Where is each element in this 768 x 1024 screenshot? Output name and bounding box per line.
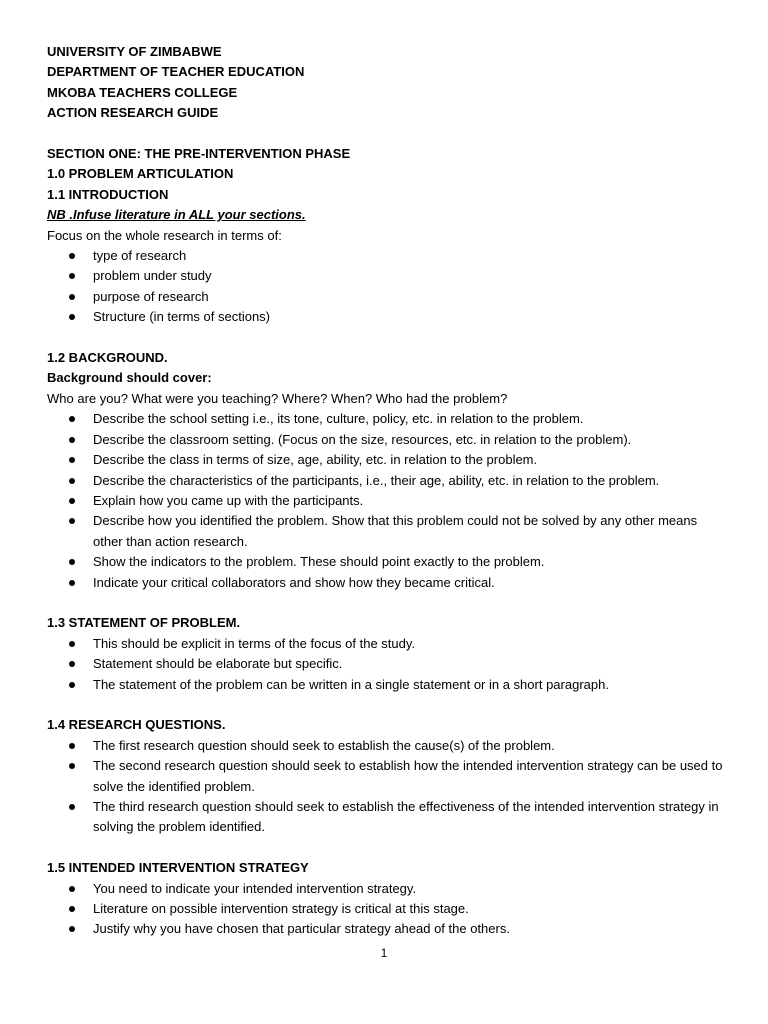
intro-lead: Focus on the whole research in terms of: [47, 227, 282, 243]
bullet-icon [69, 437, 75, 443]
list-item: Describe the school setting i.e., its tone, culture, policy, etc. in relation to the problem. [47, 409, 727, 429]
list-item: Explain how you came up with the participants. [47, 491, 727, 511]
bullet-icon [69, 294, 75, 300]
list-item: Structure (in terms of sections) [47, 307, 727, 327]
bullet-icon [69, 273, 75, 279]
section-title: SECTION ONE: THE PRE-INTERVENTION PHASE [47, 146, 351, 162]
questions-heading: 1.4 RESEARCH QUESTIONS. [47, 717, 226, 733]
list-item: The second research question should seek to establish how the intended intervention strategy can be used to solve the identified problem. [47, 756, 727, 797]
list-item: purpose of research [47, 287, 727, 307]
intro-list [47, 246, 727, 328]
bullet-icon [69, 478, 75, 484]
bullet-icon [69, 682, 75, 688]
bullet-icon [69, 804, 75, 810]
list-item: Literature on possible intervention strategy is critical at this stage. [47, 899, 727, 919]
list-item: You need to indicate your intended intervention strategy. [47, 879, 727, 899]
list-item: Describe the characteristics of the participants, i.e., their age, ability, etc. in relation to the problem. [47, 471, 727, 491]
bullet-icon [69, 906, 75, 912]
intro-heading: 1.1 INTRODUCTION [47, 186, 169, 202]
college-name: MKOBA TEACHERS COLLEGE [47, 84, 238, 100]
list-item: Show the indicators to the problem. These should point exactly to the problem. [47, 552, 727, 572]
background-lead: Who are you? What were you teaching? Where? When? Who had the problem? [47, 390, 508, 406]
background-list [47, 409, 727, 593]
bullet-icon [69, 416, 75, 422]
bullet-icon [69, 457, 75, 463]
list-item: The first research question should seek to establish the cause(s) of the problem. [47, 736, 727, 756]
strategy-heading: 1.5 INTENDED INTERVENTION STRATEGY [47, 860, 309, 876]
bullet-icon [69, 661, 75, 667]
list-item: Describe the classroom setting. (Focus on the size, resources, etc. in relation to the problem). [47, 430, 727, 450]
university-name: UNIVERSITY OF ZIMBABWE [47, 44, 222, 59]
bullet-icon [69, 926, 75, 932]
bullet-icon [69, 763, 75, 769]
strategy-list [47, 879, 727, 940]
statement-list [47, 634, 727, 695]
list-item: Justify why you have chosen that particular strategy ahead of the others. [47, 919, 727, 939]
background-subheading: Background should cover: [47, 370, 212, 386]
document-title: ACTION RESEARCH GUIDE [47, 105, 219, 121]
list-item: Statement should be elaborate but specific. [47, 654, 727, 674]
list-item: problem under study [47, 266, 727, 286]
list-item: Describe the class in terms of size, age, ability, etc. in relation to the problem. [47, 450, 727, 470]
page-content [47, 42, 727, 940]
bullet-icon [69, 743, 75, 749]
bullet-icon [69, 498, 75, 504]
department-name: DEPARTMENT OF TEACHER EDUCATION [47, 64, 305, 80]
bullet-icon [69, 580, 75, 586]
questions-list [47, 736, 727, 838]
intro-note: NB .Infuse literature in ALL your sections. [47, 207, 306, 223]
list-item: Indicate your critical collaborators and show how they became critical. [47, 573, 727, 593]
list-item: This should be explicit in terms of the focus of the study. [47, 634, 727, 654]
statement-heading: 1.3 STATEMENT OF PROBLEM. [47, 615, 241, 631]
list-item: The statement of the problem can be written in a single statement or in a short paragraph. [47, 675, 727, 695]
list-item: type of research [47, 246, 727, 266]
page-number: 1 [380, 946, 388, 960]
bullet-icon [69, 641, 75, 647]
background-heading: 1.2 BACKGROUND. [47, 350, 168, 366]
section-subtitle: 1.0 PROBLEM ARTICULATION [47, 166, 234, 182]
bullet-icon [69, 518, 75, 524]
list-item: Describe how you identified the problem. Show that this problem could not be solved by any other means other than action research. [47, 511, 727, 552]
bullet-icon [69, 559, 75, 565]
bullet-icon [69, 314, 75, 320]
bullet-icon [69, 253, 75, 259]
bullet-icon [69, 886, 75, 892]
list-item: The third research question should seek to establish the effectiveness of the intended intervention strategy in solving the problem identified. [47, 797, 727, 838]
